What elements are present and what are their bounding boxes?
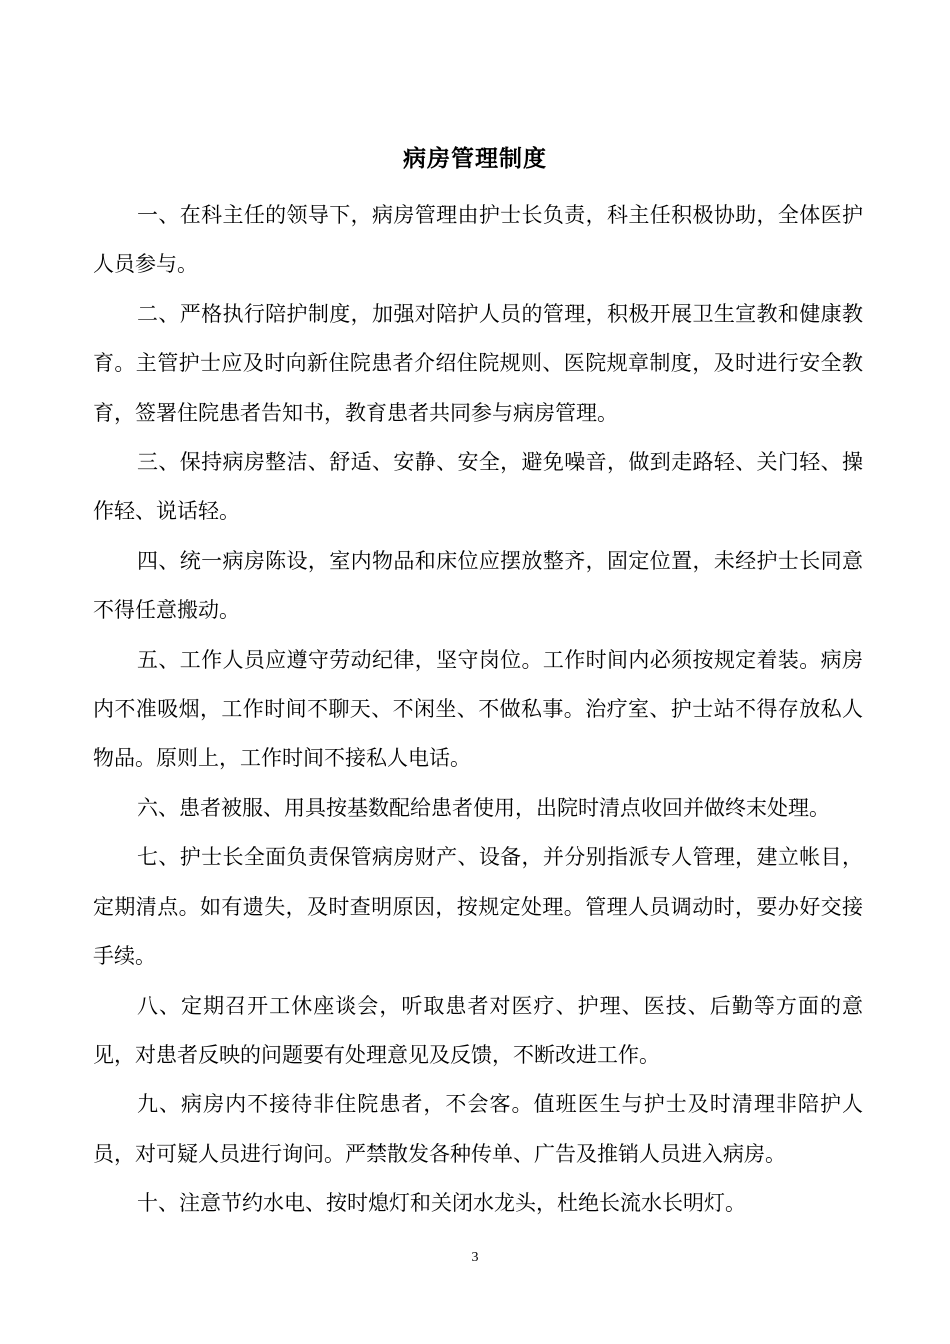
document-title: 病房管理制度: [403, 146, 547, 172]
paragraph-4: 四、统一病房陈设，室内物品和床位应摆放整齐，固定位置，未经护士长同意不得任意搬动。: [93, 548, 863, 623]
paragraph-2: 二、严格执行陪护制度，加强对陪护人员的管理，积极开展卫生宣教和健康教育。主管护士应及时向新住院患者介绍住院规则、医院规章制度，及时进行安全教育，签署住院患者告知书，教育患者共同参与病房管理。: [93, 301, 863, 425]
paragraph-3: 三、保持病房整洁、舒适、安静、安全，避免噪音，做到走路轻、关门轻、操作轻、说话轻。: [93, 450, 863, 524]
paragraph-10: 十、注意节约水电、按时熄灯和关闭水龙头，杜绝长流水长明灯。: [137, 1191, 746, 1216]
paragraph-5: 五、工作人员应遵守劳动纪律，坚守岗位。工作时间内必须按规定着装。病房内不准吸烟，工作时间不聊天、不闲坐、不做私事。治疗室、护士站不得存放私人物品。原则上，工作时间不接私人电话。: [93, 647, 863, 771]
page-number: 3: [471, 1250, 479, 1265]
paragraph-1: 一、在科主任的领导下，病房管理由护士长负责，科主任积极协助，全体医护人员参与。: [93, 203, 863, 277]
paragraph-9: 九、病房内不接待非住院患者，不会客。值班医生与护士及时清理非陪护人员，对可疑人员进行询问。严禁散发各种传单、广告及推销人员进入病房。: [93, 1092, 863, 1166]
paragraph-6: 六、患者被服、用具按基数配给患者使用，出院时清点收回并做终末处理。: [137, 795, 830, 820]
document-body: [93, 191, 863, 1229]
paragraph-7: 七、护士长全面负责保管病房财产、设备，并分别指派专人管理，建立帐目，定期清点。如有遗失，及时查明原因，按规定处理。管理人员调动时，要办好交接手续。: [93, 845, 863, 969]
paragraph-8: 八、定期召开工休座谈会，听取患者对医疗、护理、医技、后勤等方面的意见，对患者反映的问题要有处理意见及反馈，不断改进工作。: [93, 993, 863, 1067]
